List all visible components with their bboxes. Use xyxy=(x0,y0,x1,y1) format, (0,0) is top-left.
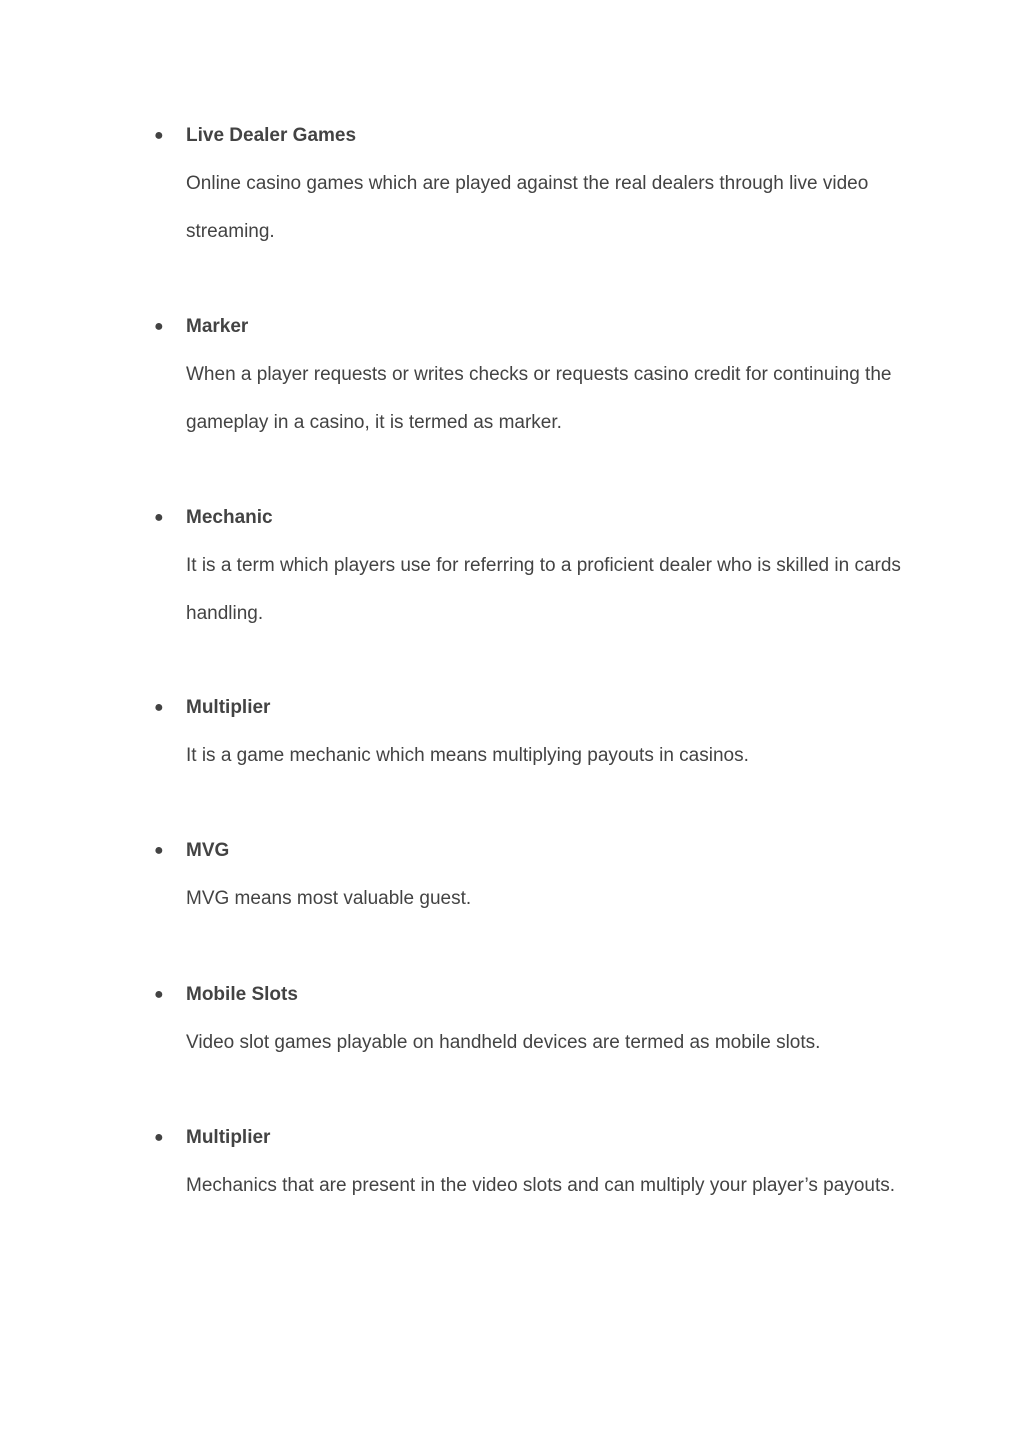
glossary-definition: Video slot games playable on handheld devices are termed as mobile slots. xyxy=(186,1032,821,1053)
glossary-definition: Mechanics that are present in the video slots and can multiply your player’s payouts. xyxy=(186,1175,896,1196)
glossary-term: Multiplier xyxy=(186,697,271,718)
glossary-term: MVG xyxy=(186,840,230,861)
bullet-icon: ● xyxy=(154,509,164,526)
glossary-term: Multiplier xyxy=(186,1127,271,1148)
glossary-term: Mechanic xyxy=(186,507,273,528)
bullet-icon: ● xyxy=(154,986,164,1003)
bullet-icon: ● xyxy=(154,699,164,716)
bullet-icon: ● xyxy=(154,127,164,144)
glossary-term: Live Dealer Games xyxy=(186,125,357,146)
bullet-icon: ● xyxy=(154,1129,164,1146)
glossary-definition: When a player requests or writes checks or requests casino credit for continuing the gameplay in a casino, it is termed as marker. xyxy=(186,364,892,433)
bullet-icon: ● xyxy=(154,842,164,859)
glossary-definition: It is a game mechanic which means multiplying payouts in casinos. xyxy=(186,745,749,766)
glossary-definition: It is a term which players use for referring to a proficient dealer who is skilled in cards handling. xyxy=(186,555,901,624)
glossary-term: Mobile Slots xyxy=(186,984,298,1005)
bullet-icon: ● xyxy=(154,318,164,335)
glossary-definition: Online casino games which are played against the real dealers through live video streaming. xyxy=(186,173,869,242)
glossary-definition: MVG means most valuable guest. xyxy=(186,888,472,909)
glossary-term: Marker xyxy=(186,316,249,337)
